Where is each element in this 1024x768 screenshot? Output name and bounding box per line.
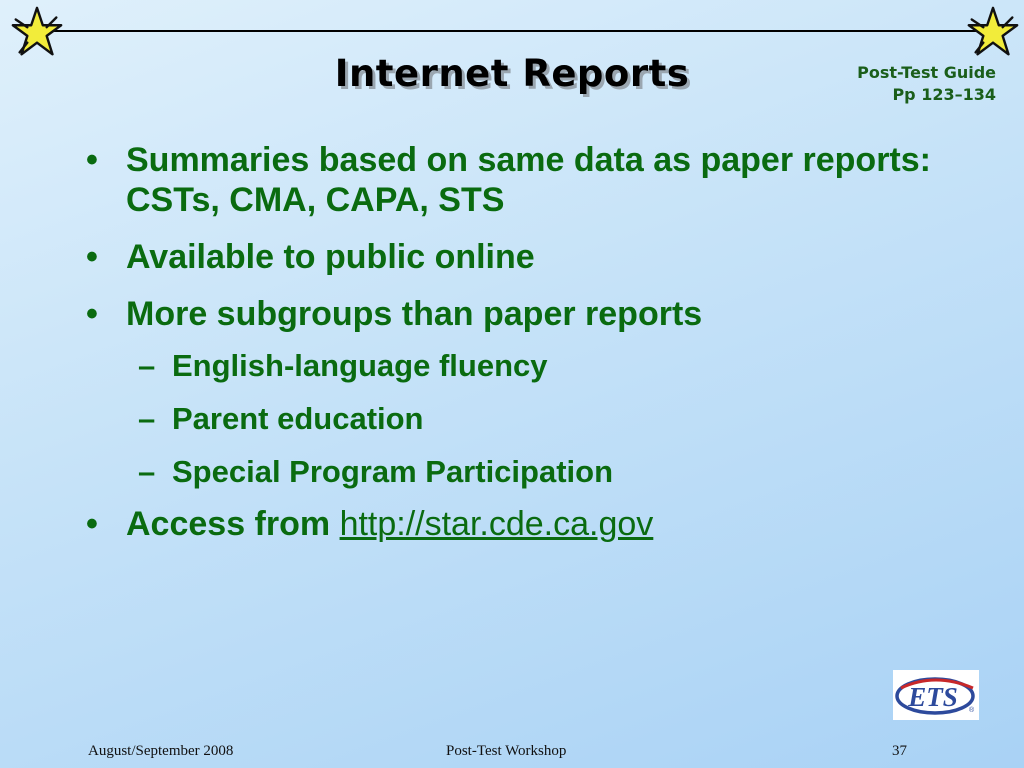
ets-logo (893, 670, 979, 720)
dash-glyph: – (138, 401, 156, 436)
bullet-item (86, 237, 986, 277)
bullet-glyph: • (86, 295, 98, 333)
sub-bullet-item (86, 454, 986, 490)
bullet-text: Available to public online (126, 238, 535, 276)
bullet-glyph: • (86, 238, 98, 276)
slide-number: 37 (892, 743, 907, 759)
ets-logo-text: ETS (908, 682, 958, 712)
dash-glyph: – (138, 454, 156, 489)
bullet-glyph: • (86, 141, 98, 179)
dash-glyph: – (138, 348, 156, 383)
bullet-text: Summaries based on same data as paper reports: CSTs, CMA, CAPA, STS (126, 141, 931, 219)
access-label: Access from (126, 505, 331, 543)
slide-title: Internet Reports (334, 52, 690, 95)
sub-bullet-text: English-language fluency (172, 348, 548, 383)
page-reference (857, 62, 996, 106)
bullet-glyph: • (86, 505, 98, 543)
top-divider-line (40, 30, 986, 32)
registered-mark: ® (969, 707, 975, 714)
sub-bullet-text: Parent education (172, 401, 424, 436)
bullet-item (86, 294, 986, 334)
guide-pages: Pp 123–134 (892, 85, 996, 104)
bullet-item (86, 140, 986, 220)
guide-title: Post-Test Guide (857, 63, 996, 82)
sub-bullet-text: Special Program Participation (172, 454, 614, 489)
sub-bullet-item (86, 348, 986, 384)
footer-title: Post-Test Workshop (446, 743, 567, 759)
sub-bullet-item (86, 401, 986, 437)
bullet-text: More subgroups than paper reports (126, 295, 703, 333)
bullet-list (86, 140, 986, 561)
bullet-item (86, 504, 986, 544)
footer-date: August/September 2008 (88, 743, 234, 759)
star-website-link[interactable]: http://star.cde.ca.gov (339, 505, 654, 543)
